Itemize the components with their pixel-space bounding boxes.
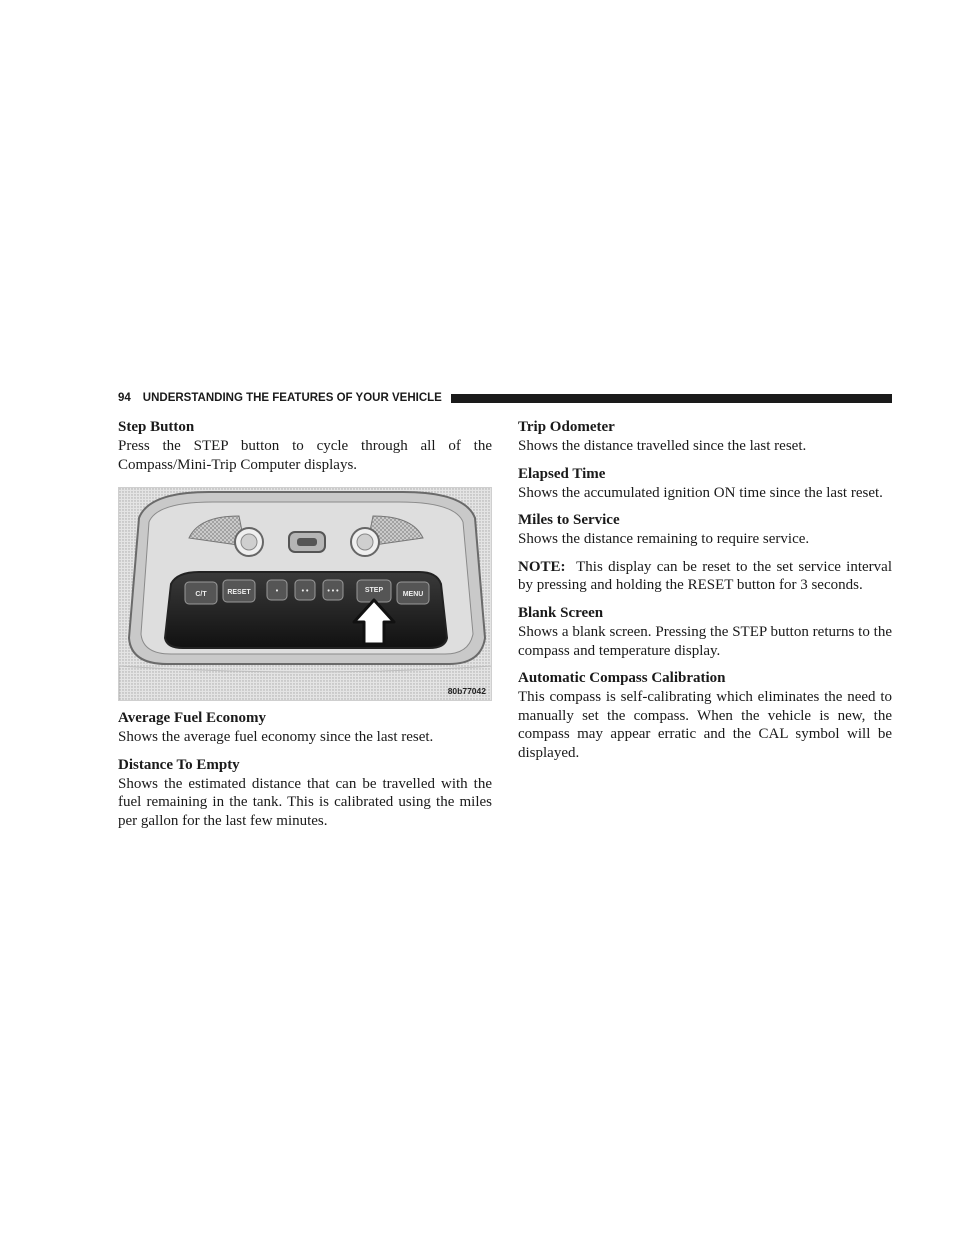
svg-text:• •: • • [301, 588, 309, 596]
svg-text:• • •: • • • [327, 588, 339, 596]
header-rule [451, 394, 892, 403]
section-automatic-compass-calibration [518, 669, 892, 762]
note-body: This display can be reset to the set service interval by pressing and holding the RESET button for 3 seconds. [518, 558, 892, 594]
svg-text:MENU: MENU [402, 591, 424, 599]
section-elapsed-time [518, 465, 892, 503]
chapter-title: UNDERSTANDING THE FEATURES OF YOUR VEHICLE [142, 392, 442, 404]
section-note [518, 558, 892, 595]
section-distance-to-empty [118, 756, 492, 831]
distance-to-empty-body: Shows the estimated distance that can be travelled with the fuel remaining in the tank. This is calibrated using the miles per gallon for the last few minutes. [118, 775, 492, 829]
overhead-console-illustration [119, 488, 492, 701]
note-label: NOTE: [518, 558, 566, 575]
note-paragraph [518, 558, 892, 595]
blank-screen-heading: Blank Screen [518, 604, 604, 621]
blank-screen-body: Shows a blank screen. Pressing the STEP button returns to the compass and temperature display. [518, 623, 892, 659]
section-step-button [118, 418, 492, 474]
page-header [118, 390, 892, 406]
section-average-fuel-economy [118, 709, 492, 747]
svg-text:C/T: C/T [195, 591, 207, 599]
average-fuel-economy-body: Shows the average fuel economy since the last reset. [118, 729, 434, 746]
section-trip-odometer [518, 418, 892, 456]
page-number: 94 [118, 392, 131, 404]
miles-to-service-heading: Miles to Service [518, 512, 620, 529]
elapsed-time-heading: Elapsed Time [518, 465, 606, 482]
elapsed-time-body: Shows the accumulated ignition ON time since the last reset. [518, 484, 883, 501]
section-miles-to-service [518, 511, 892, 549]
trip-odometer-body: Shows the distance travelled since the last reset. [518, 438, 807, 454]
miles-to-service-body: Shows the distance remaining to require service. [518, 531, 810, 548]
left-column [118, 418, 492, 840]
distance-to-empty-heading: Distance To Empty [118, 756, 240, 773]
automatic-compass-calibration-heading: Automatic Compass Calibration [518, 670, 726, 687]
automatic-compass-calibration-body: This compass is self-calibrating which eliminates the need to manually set the compass. When the vehicle is new, the compass may appear erratic and the CAL symbol will be displayed. [518, 689, 892, 761]
overhead-console-figure [118, 487, 492, 701]
svg-text:•: • [275, 588, 279, 596]
right-column [518, 418, 892, 772]
step-button-body: Press the STEP button to cycle through all of the Compass/Mini-Trip Computer displays. [118, 438, 492, 473]
trip-odometer-heading: Trip Odometer [518, 419, 615, 435]
figure-code: 80b77042 [447, 686, 486, 697]
svg-text:RESET: RESET [227, 589, 251, 597]
average-fuel-economy-heading: Average Fuel Economy [118, 710, 267, 727]
section-blank-screen [518, 604, 892, 660]
svg-text:STEP: STEP [364, 587, 384, 595]
step-button-heading: Step Button [118, 419, 195, 435]
